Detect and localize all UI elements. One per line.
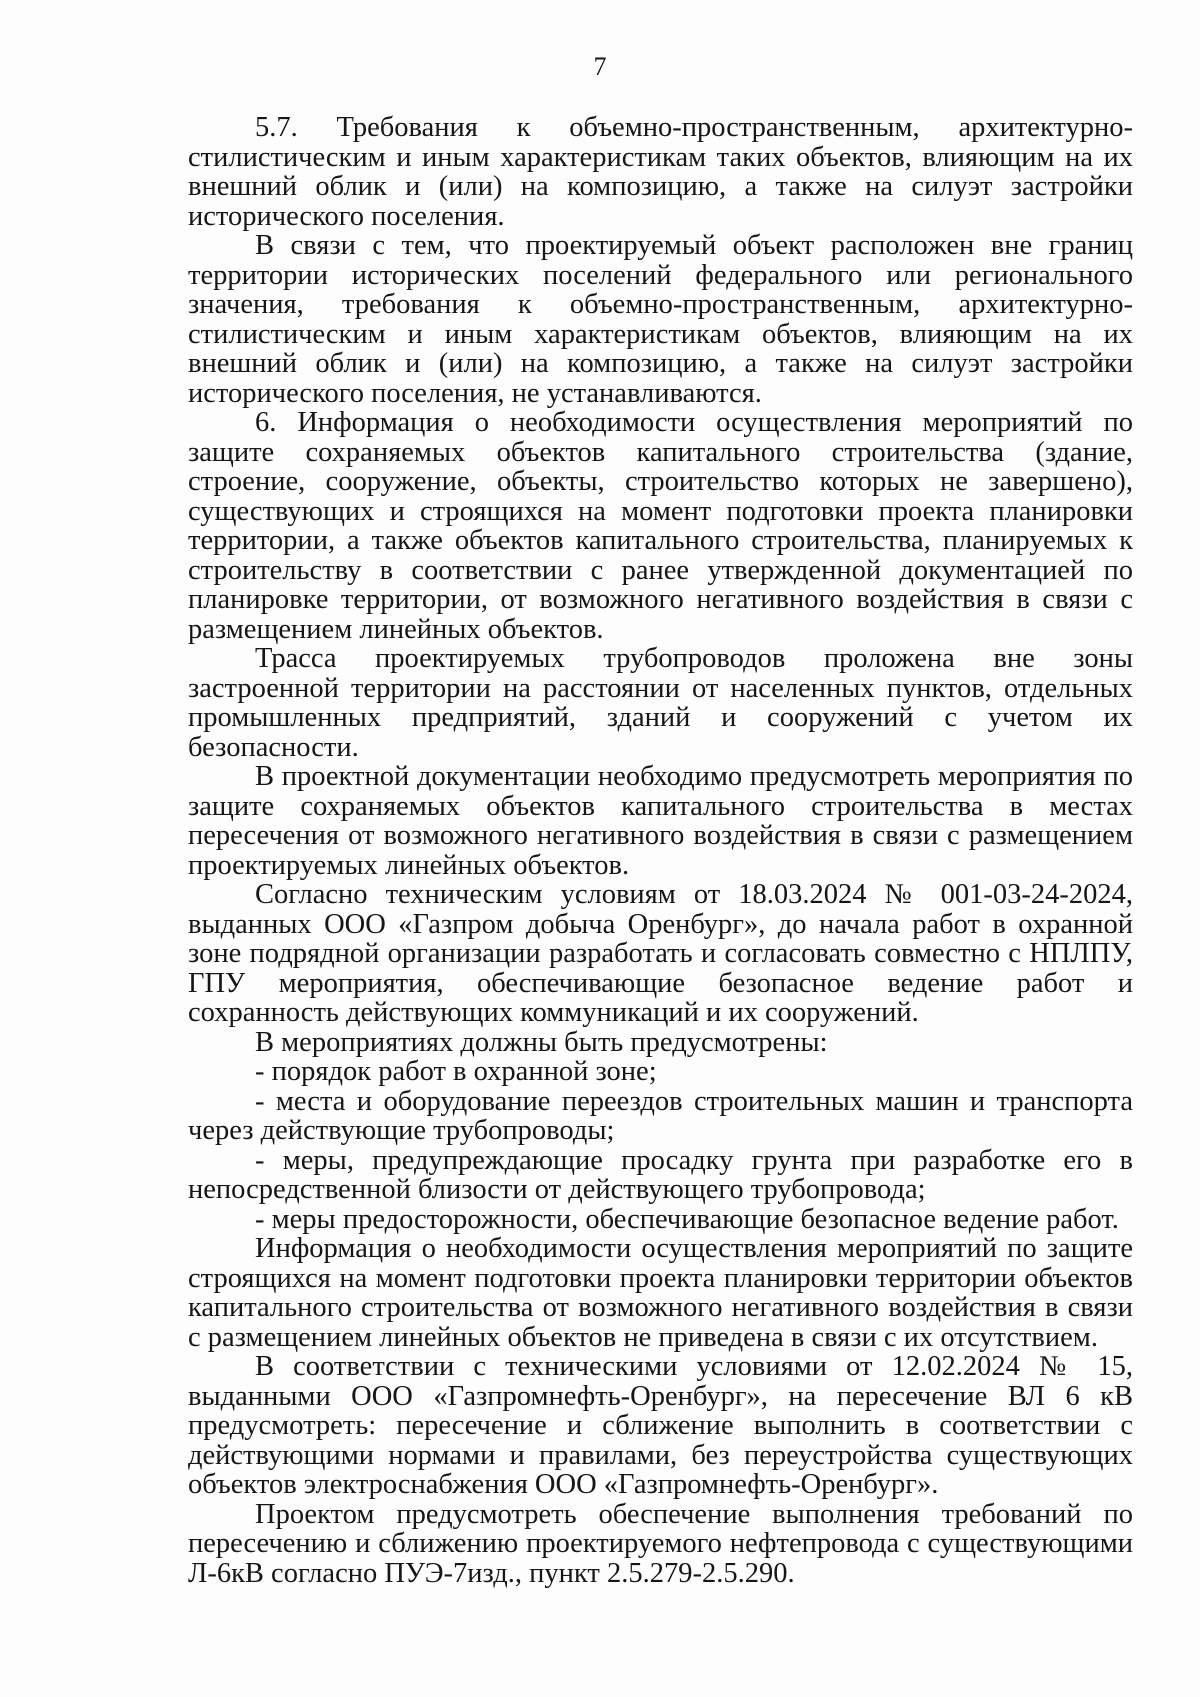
paragraph-gazprom-conditions: Согласно техническим условиям от 18.03.2024 № 001-03-24-2024, выданных ООО «Газпром добыча Оренбург», до начала работ в охранной зоне подрядной организации разработать и согласовать совместно с НПЛПУ, ГПУ мероприятия, обеспечивающие безопасное ведение работ и сохранность действующих коммуникаций и их сооружений. — [188, 879, 1133, 1028]
paragraph-under-construction: Информация о необходимости осуществления мероприятий по защите строящихся на момент подготовки проекта планировки территории объектов капитального строительства от возможного негативного воздействия в связи с размещением линейных объектов не приведена в связи с их отсутствием. — [188, 1233, 1133, 1353]
paragraph-pipeline-route: Трасса проектируемых трубопроводов проложена вне зоны застроенной территории на расстоянии от населенных пунктов, отдельных промышленных предприятий, зданий и сооружений с учетом их безопасности. — [188, 643, 1133, 763]
paragraph-6-heading: 6. Информация о необходимости осуществления мероприятий по защите сохраняемых объектов капитального строительства (здание, строение, сооружение, объекты, строительство которых не завершено), существующих и строящихся на момент подготовки проекта планировки территории, а также объектов капитального строительства, планируемых к строительству в соответствии с ранее утвержденной документацией по планировке территории, от возможного негативного воздействия в связи с размещением линейных объектов. — [188, 407, 1133, 645]
paragraph-pue-requirements: Проектом предусмотреть обеспечение выполнения требований по пересечению и сближению проектируемого нефтепровода с существующими Л-6кВ согласно ПУЭ-7изд., пункт 2.5.279-2.5.290. — [188, 1498, 1133, 1589]
paragraph-historic-settlement: В связи с тем, что проектируемый объект расположен вне границ территории исторических поселений федерального или регионального значения, требования к объемно-пространственным, архитектурно-стилистическим и иным характеристикам объектов, влияющим на их внешний облик и (или) на композицию, а также на силуэт застройки исторического поселения, не устанавливаются. — [188, 230, 1133, 409]
list-item-precautions: - меры предосторожности, обеспечивающие безопасное ведение работ. — [255, 1203, 1119, 1235]
paragraph-gazpromneft-conditions: В соответствии с техническими условиями от 12.02.2024 № 15, выданными ООО «Газпромнефть-Оренбург», на пересечение ВЛ 6 кВ предусмотреть: пересечение и сближение выполнить в соответствии с действующими нормами и правилами, без переустройства существующих объектов электроснабжения ООО «Газпромнефть-Оренбург». — [188, 1351, 1133, 1500]
document-body — [188, 113, 1133, 1588]
paragraph-protection-measures: В проектной документации необходимо предусмотреть мероприятия по защите сохраняемых объектов капитального строительства в местах пересечения от возможного негативного воздействия в связи с размещением проектируемых линейных объектов. — [188, 761, 1133, 881]
list-item-soil-subsidence: - меры, предупреждающие просадку грунта при разработке его в непосредственной близости от действующего трубопровода; — [188, 1144, 1133, 1205]
list-item-work-procedure: - порядок работ в охранной зоне; — [255, 1056, 657, 1087]
page-number: 7 — [593, 52, 607, 81]
paragraph-5-7-heading: 5.7. Требования к объемно-пространственным, архитектурно-стилистическим и иным характеристикам таких объектов, влияющим на их внешний облик и (или) на композицию, а также на силуэт застройки исторического поселения. — [188, 112, 1133, 232]
paragraph-measures-intro: В мероприятиях должны быть предусмотрены: — [255, 1026, 828, 1058]
list-item-crossings: - места и оборудование переездов строительных машин и транспорта через действующие трубопроводы; — [188, 1085, 1133, 1146]
